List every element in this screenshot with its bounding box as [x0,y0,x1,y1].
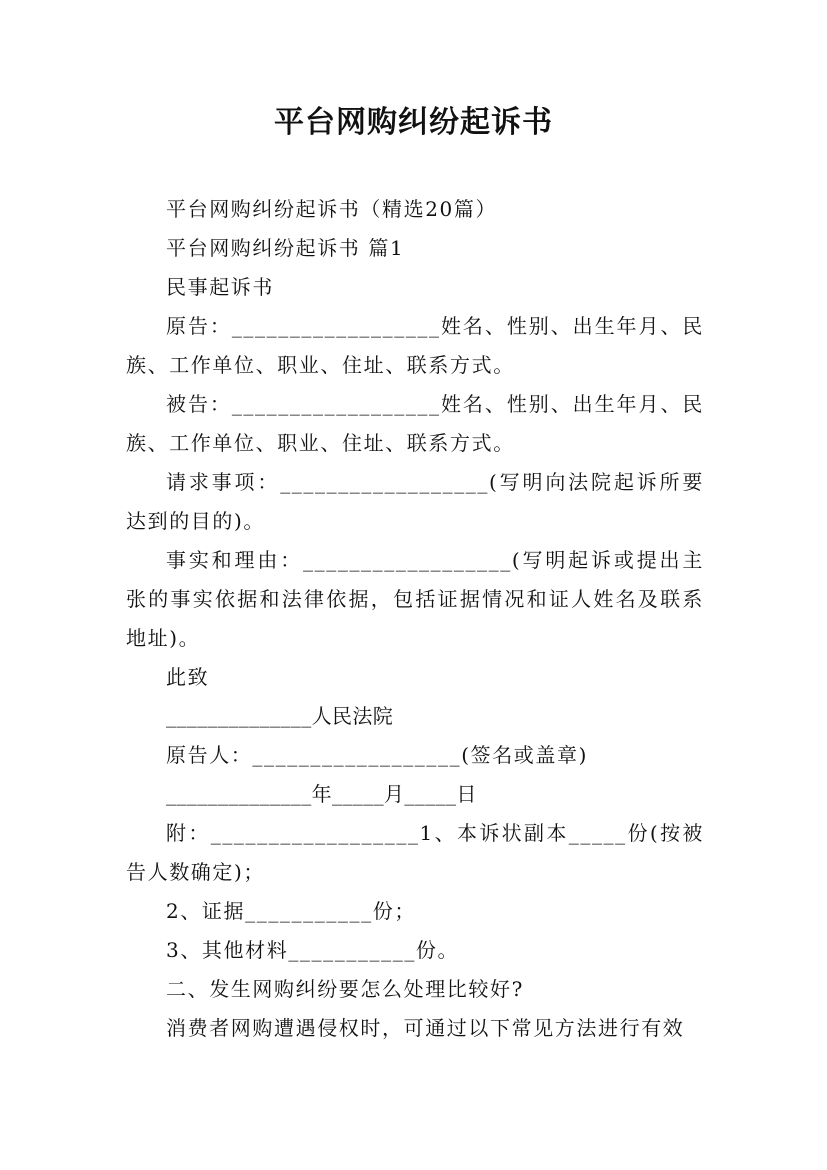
paragraph-plaintiff: 原告：__________________姓名、性别、出生年月、民族、工作单位、职业、住址、联系方式。 [126,314,704,377]
paragraph-attachment: 附：__________________1、本诉状副本_____份(按被告人数确定)； [126,821,704,884]
document-body [126,190,704,1048]
paragraph-section-heading: 平台网购纠纷起诉书 篇1 [166,236,405,260]
paragraph-defendant: 被告：__________________姓名、性别、出生年月、民族、工作单位、职业、住址、联系方式。 [126,392,704,455]
paragraph-salutation: 此致 [166,665,210,689]
paragraph-signature: 原告人：__________________(签名或盖章) [166,743,589,767]
paragraph-claims: 请求事项：__________________(写明向法院起诉所要达到的目的)。 [126,470,704,533]
paragraph-answer-start: 消费者网购遭遇侵权时，可通过以下常见方法进行有效 [166,1016,685,1040]
paragraph-subtitle: 平台网购纠纷起诉书（精选20篇） [166,197,498,221]
paragraph-doc-type: 民事起诉书 [166,275,274,299]
paragraph-date: ______________年_____月_____日 [166,782,477,806]
paragraph-question-heading: 二、发生网购纠纷要怎么处理比较好? [166,977,524,1001]
paragraph-facts-reasons: 事实和理由：__________________(写明起诉或提出主张的事实依据和法律依据，包括证据情况和证人姓名及联系地址)。 [126,548,704,650]
paragraph-other-materials: 3、其他材料___________份。 [166,938,460,962]
paragraph-court: ______________人民法院 [166,704,394,728]
document-title: 平台网购纠纷起诉书 [274,105,553,140]
paragraph-evidence: 2、证据___________份； [166,899,416,923]
